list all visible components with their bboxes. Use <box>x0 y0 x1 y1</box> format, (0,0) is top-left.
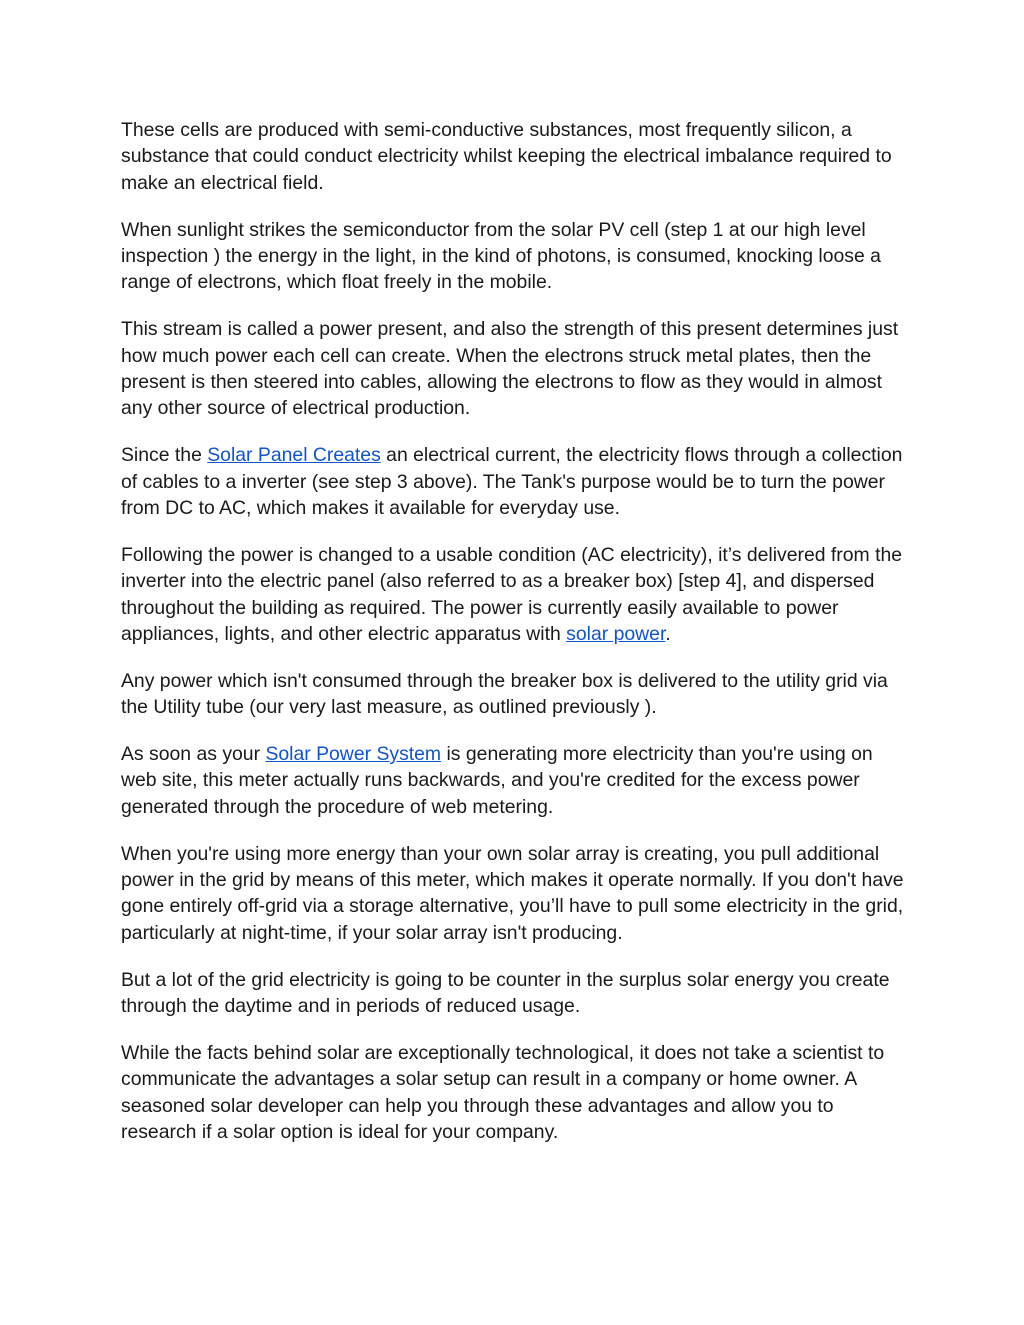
paragraph-text: . <box>665 623 671 646</box>
paragraph-text: an electrical current, the electricity flows through a collection of cables to a inverter (see step 3 above). The Tank's purpose would be to turn the power from DC to AC, which makes it available for everyday use. <box>121 444 903 520</box>
document-body <box>121 117 911 1166</box>
paragraph <box>121 217 911 296</box>
paragraph <box>121 117 911 196</box>
paragraph <box>121 668 911 721</box>
paragraph-text: But a lot of the grid electricity is going to be counter in the surplus solar energy you create through the daytime and in periods of reduced usage. <box>121 968 890 1018</box>
paragraph <box>121 542 911 648</box>
paragraph <box>121 741 911 820</box>
paragraph-text: Any power which isn't consumed through the breaker box is delivered to the utility grid via the Utility tube (our very last measure, as outlined previously ). <box>121 669 888 719</box>
paragraph <box>121 967 911 1020</box>
paragraph <box>121 316 911 422</box>
paragraph-text: This stream is called a power present, and also the strength of this present determines just how much power each cell can create. When the electrons struck metal plates, then the present is then steered into cables, allowing the electrons to flow as they would in almost any other source of electrical production. <box>121 318 899 420</box>
solar-power-link[interactable]: solar power <box>566 623 666 646</box>
paragraph-text: is generating more electricity than you're using on web site, this meter actually runs backwards, and you're credited for the excess power generated through the procedure of web metering. <box>121 743 873 818</box>
paragraph <box>121 1040 911 1146</box>
paragraph-text: When sunlight strikes the semiconductor from the solar PV cell (step 1 at our high level inspection ) the energy in the light, in the kind of photons, is consumed, knocking loose a range of electrons, which float freely in the mobile. <box>121 218 881 294</box>
paragraph-text: Since the <box>121 444 208 467</box>
paragraph-text: These cells are produced with semi-conductive substances, most frequently silicon, a substance that could conduct electricity whilst keeping the electrical imbalance required to make an electrical field. <box>121 119 892 194</box>
paragraph <box>121 442 911 521</box>
paragraph-text: When you're using more energy than your own solar array is creating, you pull additional power in the grid by means of this meter, which makes it operate normally. If you don't have gone entirely off-grid via a storage alternative, you’ll have to pull some electricity in the grid, particularly at night-time, if your solar array isn't producing. <box>121 842 904 944</box>
solar-panel-creates-link[interactable]: Solar Panel Creates <box>207 444 381 467</box>
paragraph <box>121 841 911 947</box>
solar-power-system-link[interactable]: Solar Power System <box>265 743 442 766</box>
paragraph-text: While the facts behind solar are exceptionally technological, it does not take a scientist to communicate the advantages a solar setup can result in a company or home owner. A seasoned solar developer can help you through these advantages and allow you to research if a solar option is ideal for your company. <box>121 1041 885 1144</box>
paragraph-text: Following the power is changed to a usable condition (AC electricity), it’s delivered from the inverter into the electric panel (also referred to as a breaker box) [step 4], and dispersed throughout the building as required. The power is currently easily available to power appliances, lights, and other electric apparatus with <box>121 543 903 646</box>
paragraph-text: As soon as your <box>121 743 266 766</box>
